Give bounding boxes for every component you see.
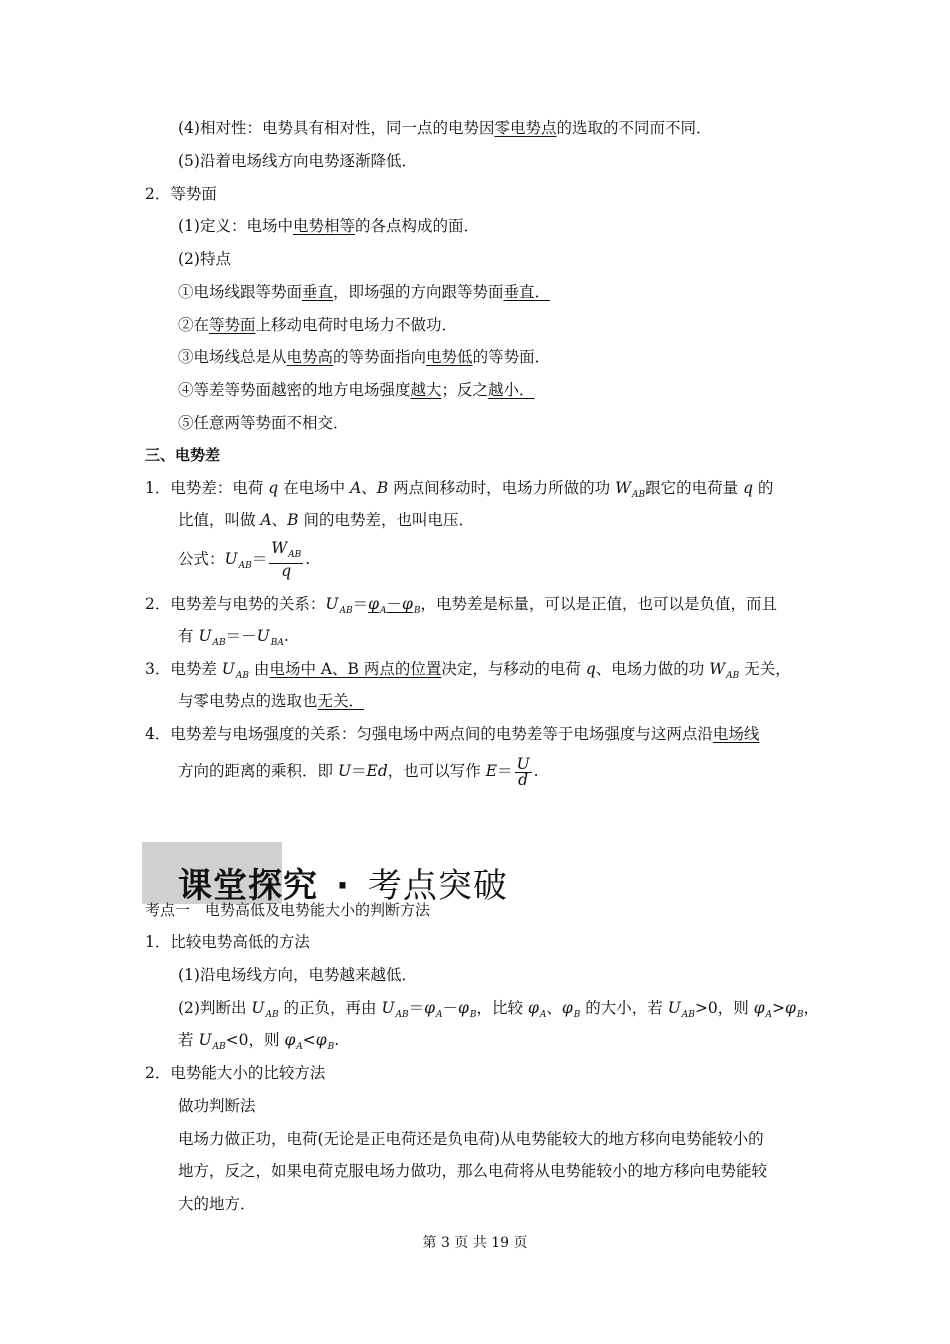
text: 2．电势差与电势的关系： [145, 595, 326, 613]
text: 由 [249, 660, 270, 678]
text: (5)沿着电场线方向电势逐渐降低． [178, 152, 417, 170]
text: 2．电势能大小的比较方法 [145, 1064, 326, 1082]
line-pd-determined-1 [145, 658, 791, 687]
line-point-4 [178, 379, 535, 401]
text: < [302, 1031, 316, 1049]
var: U [337, 762, 352, 780]
subscript: AB [238, 561, 252, 571]
var: W [271, 539, 288, 557]
heading-potential-difference [145, 444, 220, 466]
text: > [772, 999, 786, 1017]
banner-dot: · [336, 866, 350, 906]
text: 无关， [739, 660, 791, 678]
line-method-1 [178, 964, 417, 986]
var: φ [401, 595, 413, 613]
line-pd-relation-2 [178, 625, 289, 654]
var: W [615, 479, 631, 497]
line-definition [178, 215, 479, 237]
underlined-term: 电势高 [286, 348, 334, 366]
text: (1)定义：电场中 [178, 217, 293, 235]
text: 电场力做正功，电荷(无论是正电荷还是负电荷)从电势能较大的地方移向电势能较小的 [178, 1130, 764, 1148]
text: ，则 [717, 999, 754, 1017]
fraction-denominator: d [518, 770, 529, 789]
var: U [198, 627, 212, 645]
var: E [485, 762, 498, 780]
var: φ [753, 999, 765, 1017]
text: ＝ [251, 550, 268, 568]
var: U [198, 1031, 212, 1049]
text: ，即场强的方向跟等势面 [333, 283, 504, 301]
text: <0 [225, 1031, 249, 1049]
subscript: B [573, 1010, 581, 1020]
var: U [667, 999, 681, 1017]
fraction [515, 754, 532, 789]
text: 3．电势差 [145, 660, 222, 678]
text: 、 [271, 511, 288, 529]
underlined-term: 越大 [410, 381, 442, 399]
underlined-term: 电势低 [426, 348, 473, 366]
text: ，电势差是标量，可以是正值，也可以是负值，而且 [420, 595, 777, 613]
subscript: A [765, 1010, 773, 1020]
underlined-term: 越小． [488, 381, 535, 399]
underlined-term: 零电势点 [494, 119, 557, 137]
subscript: AB [265, 1010, 279, 1020]
text: ，比较 [476, 999, 528, 1017]
heading-equipotential [145, 183, 217, 205]
subscript: AB [235, 671, 249, 681]
subscript: AB [288, 550, 302, 560]
line-point-2 [178, 314, 457, 336]
subscript: A [296, 1042, 303, 1052]
text: >0 [694, 999, 718, 1017]
var: φ [424, 999, 436, 1017]
line-pd-def-2 [178, 509, 474, 531]
var: W [709, 660, 726, 678]
text: . [533, 762, 539, 780]
text: ⑤任意两等势面不相交． [178, 414, 349, 432]
text: 公式： [178, 550, 225, 568]
var: B [376, 479, 389, 497]
text: － [386, 595, 402, 613]
subscript: AB [212, 638, 226, 648]
underlined-term: 电场线 [712, 725, 760, 743]
subscript: B [413, 606, 421, 616]
subscript: B [796, 1010, 804, 1020]
line-point-3 [178, 346, 550, 368]
line-energy-para-3 [178, 1193, 256, 1215]
text: 大的地方． [178, 1195, 256, 1213]
underlined-term: 垂直． [503, 283, 551, 301]
text: 决定，与移动的电荷 [441, 660, 586, 678]
line-formula [178, 540, 310, 585]
line-compare-energy [145, 1062, 325, 1084]
text: 、 [361, 479, 377, 497]
var: φ [561, 999, 573, 1017]
var: φ [785, 999, 796, 1017]
text: 的大小，若 [580, 999, 668, 1017]
line-potential-decrease [178, 150, 417, 172]
line-point-5 [178, 412, 349, 434]
text: 考点一 电势高低及电势能大小的判断方法 [145, 901, 431, 919]
line-features [178, 248, 231, 270]
text: 在电场中 [278, 479, 351, 497]
subscript: B [327, 1042, 335, 1052]
text: 间的电势差，也叫电压． [298, 511, 474, 529]
text: . [305, 550, 311, 568]
text: 与零电势点的选取也 [178, 692, 318, 710]
text: 三、电势差 [145, 446, 221, 464]
text: . [334, 1031, 340, 1049]
var: φ [458, 999, 469, 1017]
line-energy-para-1 [178, 1128, 764, 1150]
var: φ [284, 1031, 296, 1049]
text: 4．电势差与电场强度的关系：匀强电场中两点间的电势差等于电场强度与这两点沿 [145, 725, 713, 743]
var: Ed [366, 762, 388, 780]
underlined-term: 垂直 [302, 283, 334, 301]
text: ①电场线跟等势面 [178, 283, 303, 301]
var: U [325, 595, 339, 613]
var: q [585, 660, 596, 678]
text: 的选取的不同而不同． [556, 119, 712, 137]
subscript: B [469, 1010, 477, 1020]
banner-bold-text: 课堂探究 [178, 866, 318, 906]
var: B [287, 511, 299, 529]
text: 有 [178, 627, 199, 645]
line-method-2a [178, 997, 819, 1026]
line-work-method [178, 1095, 256, 1117]
text: ，也可以写作 [387, 762, 486, 780]
text: 的等势面指向 [333, 348, 427, 366]
text: 1．比较电势高低的方法 [145, 933, 310, 951]
text: ＝－ [225, 627, 257, 645]
text: 2．等势面 [145, 185, 217, 203]
line-pd-field-1 [145, 723, 759, 745]
var: q [268, 479, 279, 497]
text: ④等差等势面越密的地方电场强度 [178, 381, 411, 399]
text: (2)特点 [178, 250, 231, 268]
line-pd-determined-2 [178, 690, 364, 712]
subscript: AB [339, 606, 353, 616]
fraction-numerator: U [516, 754, 530, 773]
var: A [350, 479, 362, 497]
subscript: A [436, 1010, 443, 1020]
text: 的等势面． [472, 348, 551, 366]
text: ＝ [351, 762, 367, 780]
line-pd-field-2 [178, 752, 539, 790]
subscript: A [539, 1010, 547, 1020]
var: U [221, 660, 235, 678]
text: ③电场线总是从 [178, 348, 287, 366]
fraction-denominator: q [281, 562, 292, 580]
underlined-term: 电场中 A、B 两点的位置 [269, 660, 442, 678]
text: (4)相对性：电势具有相对性，同一点的电势因 [178, 119, 495, 137]
line-pd-def-1 [145, 477, 773, 506]
line-method-2b [178, 1029, 339, 1058]
var: φ [315, 1031, 327, 1049]
underlined-term: 无关． [317, 692, 365, 710]
text: 1．电势差：电荷 [145, 479, 269, 497]
line-relativity [178, 117, 712, 139]
text: 、 [546, 999, 562, 1017]
banner-light-text: 考点突破 [367, 866, 508, 906]
subscript: AB [212, 1042, 226, 1052]
underlined-term: 电势相等 [292, 217, 355, 235]
text: ， [803, 999, 820, 1017]
line-energy-para-2 [178, 1160, 767, 1182]
text: ＝ [352, 595, 369, 613]
text: ，则 [248, 1031, 285, 1049]
var: q [743, 479, 753, 497]
var: U [251, 999, 265, 1017]
var: A [260, 511, 272, 529]
text: ②在 [178, 316, 210, 334]
subscript: BA [270, 638, 284, 648]
text: 方向的距离的乘积．即 [178, 762, 338, 780]
text: (2)判断出 [178, 999, 252, 1017]
text: 上移动电荷时电场力不做功． [255, 316, 458, 334]
text: 的各点构成的面． [354, 217, 479, 235]
text: － [442, 999, 459, 1017]
var: φ [368, 595, 379, 613]
text: (1)沿电场线方向，电势越来越低． [178, 966, 417, 984]
underlined-term: 等势面 [209, 316, 256, 334]
subscript: AB [681, 1010, 695, 1020]
text: ；反之 [441, 381, 489, 399]
text: . [283, 627, 289, 645]
fraction-numerator [269, 541, 303, 564]
line-compare-potential [145, 931, 310, 953]
subscript: AB [632, 490, 646, 500]
subscript: AB [726, 671, 740, 681]
page-footer: 第 3 页 共 19 页 [422, 1235, 528, 1251]
underlined-term [368, 595, 421, 616]
text: ＝ [408, 999, 425, 1017]
text: ＝ [497, 762, 513, 780]
var: φ [527, 999, 539, 1017]
text: 比值，叫做 [178, 511, 261, 529]
subscript: AB [395, 1010, 409, 1020]
text: 跟它的电荷量 [645, 479, 744, 497]
text: 若 [178, 1031, 199, 1049]
line-pd-relation-1 [145, 593, 777, 622]
var: U [256, 627, 270, 645]
topic-1-title [145, 899, 430, 921]
text: 的 [753, 479, 774, 497]
subscript: A [379, 606, 387, 616]
var: U [381, 999, 395, 1017]
fraction [269, 541, 303, 579]
text: 做功判断法 [178, 1097, 256, 1115]
text: 地方，反之，如果电荷克服电场力做功，那么电荷将从电势能较小的地方移向电势能较 [178, 1162, 768, 1180]
text: 、电场力做的功 [595, 660, 710, 678]
text: 两点间移动时，电场力所做的功 [388, 479, 616, 497]
text: 的正负，再由 [278, 999, 382, 1017]
var: U [224, 550, 238, 568]
line-point-1 [178, 281, 550, 303]
